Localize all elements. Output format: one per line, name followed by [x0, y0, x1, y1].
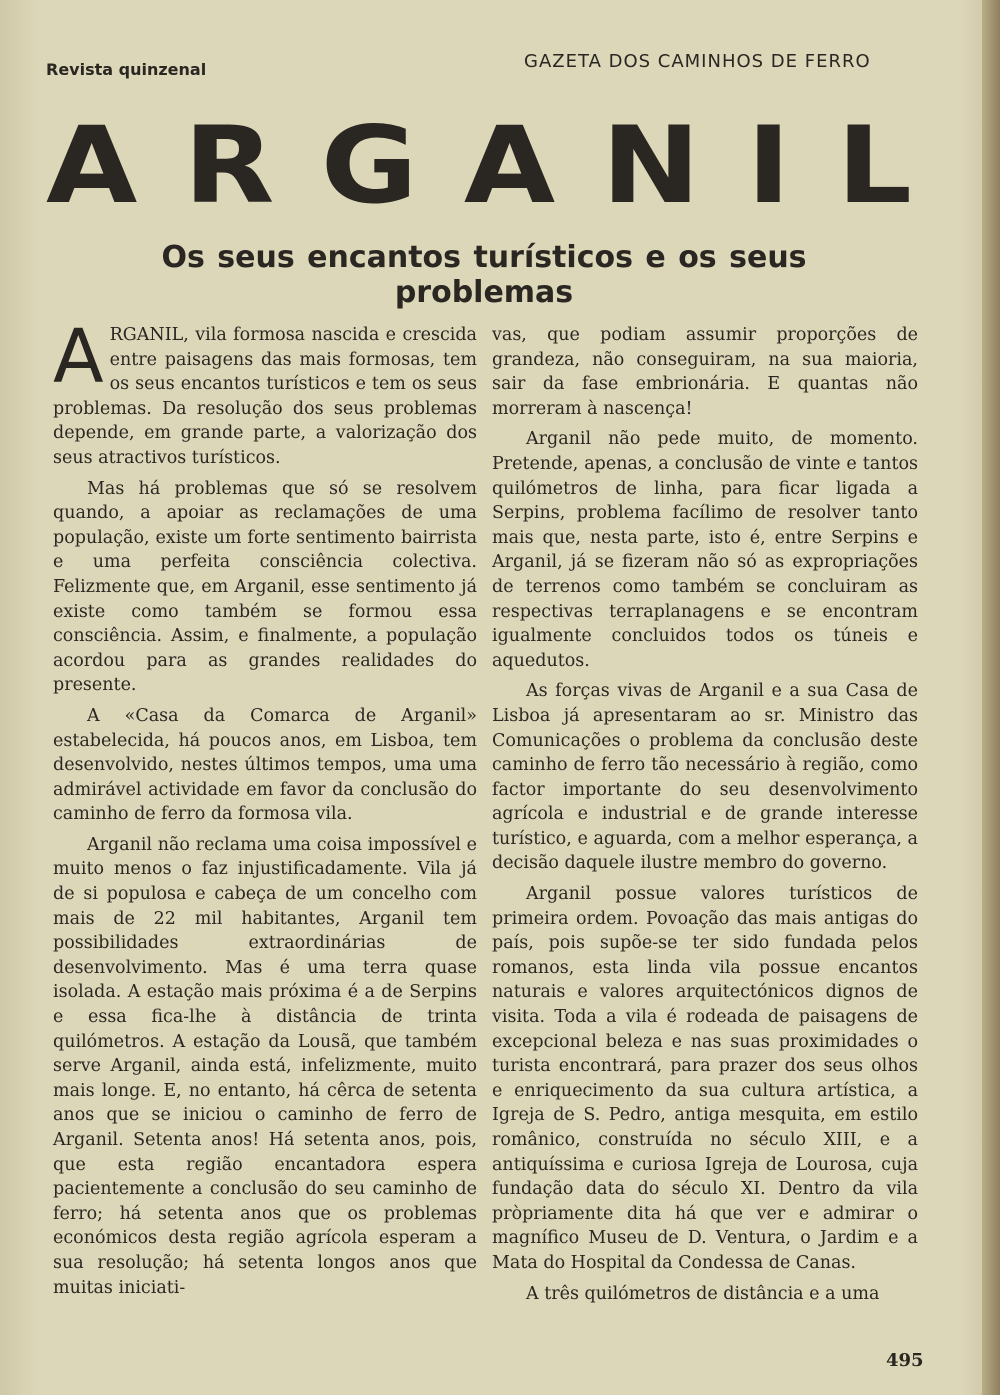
title-letter: G — [320, 102, 418, 228]
article-paragraph: Mas há problemas que só se resolvem quando, a apoiar as reclamações de uma população, existe um forte sentimento bairrista e uma perfeita consciência colectiva. Felizmente que, em Arganil, esse sentimento já existe como também se formou essa consciência. Assim, e finalmente, a população acordou para as grandes realidades do presente. — [53, 478, 477, 696]
article-paragraph: A três quilómetros de distância e a uma — [526, 1283, 880, 1304]
drop-cap: A — [53, 314, 104, 400]
article-column-right — [492, 323, 918, 1312]
header-periodicity: Revista quinzenal — [46, 60, 207, 79]
title-letter: L — [836, 102, 912, 228]
article-paragraph: Arganil não pede muito, de momento. Pretende, apenas, a conclusão de vinte e tantos quilómetros de linha, para ficar ligada a Serpins, problema facílimo de resolver tanto mais que, nesta parte, isto é, entre Serpins e Arganil, já se fizeram não só as expropriações de terrenos como também se concluiram as respectivas terraplanagens e se encontram igualmente concluidos todos os túneis e aquedutos. — [492, 429, 918, 671]
article-title — [46, 100, 912, 230]
title-letter: R — [183, 102, 275, 228]
page-number: 495 — [886, 1350, 924, 1371]
article-paragraph: A «Casa da Comarca de Arganil» estabelecida, há poucos anos, em Lisboa, tem desenvolvido, nestes últimos tempos, uma uma admirável actividade em favor da conclusão do caminho de ferro da formosa vila. — [53, 705, 477, 825]
article-paragraph: Arganil não reclama uma coisa impossível e muito menos o faz injustificadamente. Vila já de si populosa e cabeça de um concelho com mais de 22 mil habitantes, Arganil tem possibilidades extraordinárias de desenvolvimento. Mas é uma terra quase isolada. A estação mais próxima é a de Serpins e essa fica-lhe à distância de trinta quilómetros. A estação da Lousã, que também serve Arganil, ainda está, infelizmente, muito mais longe. E, no entanto, há cêrca de setenta anos que se iniciou o caminho de ferro de Arganil. Setenta anos! Há setenta anos, pois, que esta região encantadora espera pacientemente a conclusão do seu caminho de ferro; há setenta anos que os problemas económicos desta região agrícola esperam a sua resolução; há setenta longos anos que muitas iniciati- — [53, 834, 477, 1298]
article-paragraph: As forças vivas de Arganil e a sua Casa de Lisboa já apresentaram ao sr. Ministro das Comunicações o problema da conclusão deste caminho de ferro tão necessário à região, como factor importante do seu desenvolvimento agrícola e industrial e de grande interesse turístico, e aguarda, com a melhor esperança, a decisão daquele ilustre membro do governo. — [492, 681, 918, 874]
article-paragraph: vas, que podiam assumir proporções de grandeza, não conseguiram, na sua maioria, sair da fase embrionária. E quantas não morreram à nascença! — [492, 325, 918, 419]
article-subtitle: Os seus encantos turísticos e os seus problemas — [161, 240, 807, 310]
article-paragraph: Arganil possue valores turísticos de primeira ordem. Povoação das mais antigas do país, pois supõe-se ter sido fundada pelos romanos, esta linda vila possue encantos naturais e valores arquitectónicos dignos de visita. Toda a vila é rodeada de paisagens de excepcional beleza e nas suas proximidades o turista encontrará, para prazer dos seus olhos e enriquecimento da sua cultura artística, a Igreja de S. Pedro, antiga mesquita, em estilo românico, construída no século XIII, e a antiquíssima e curiosa Igreja de Lourosa, cuja fundação data do século XI. Dentro da vila pròpriamente dita há que ver e admirar o magnífico Museu de D. Ventura, o Jardim e a Mata do Hospital da Condessa de Canas. — [492, 884, 918, 1273]
header-publication-name: GAZETA DOS CAMINHOS DE FERRO — [524, 51, 871, 72]
article-column-left — [53, 314, 477, 1306]
title-letter: I — [746, 102, 791, 228]
title-letter: N — [601, 102, 701, 228]
paragraph-text: RGANIL, vila formosa nascida e crescida entre paisagens das mais formosas, tem os seus encantos turísticos e tem os seus problemas. Da resolução dos seus problemas depende, em grande parte, a valorização dos seus atractivos turísticos. — [53, 325, 477, 468]
title-letter: A — [463, 102, 556, 228]
article-paragraph — [53, 314, 477, 471]
page-edge — [982, 0, 1000, 1395]
title-letter: A — [46, 102, 138, 228]
